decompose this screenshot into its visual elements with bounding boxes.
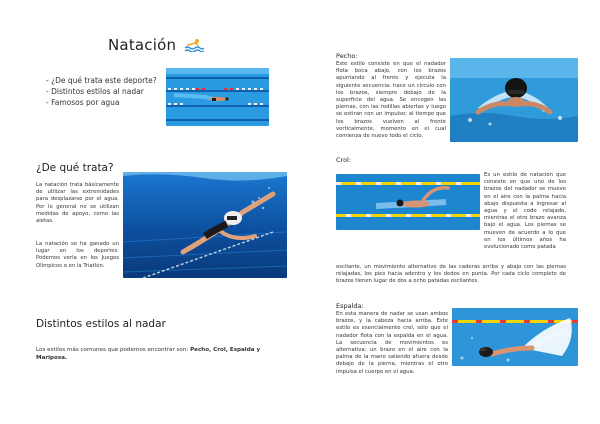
aerial-pool-photo [166,68,269,126]
estilos-intro-text: Los estilos más comunes que podemos encontrar son: [36,347,191,353]
crol-paragraph-right: Es un estilo de natación que consiste en que uno de los brazos del nadador se mueve en el aire con la palma hacia abajo dispuesta a ingresar al agua y el codo relajado, mientras el otro brazo avanza bajo el agua. Los piernas se mueven de acuerdo a lo que en los últimos años ha evolucionado como patada [484,172,566,251]
index-item: - Famosos por agua [46,97,176,108]
index-list [46,75,176,108]
espalda-label: Espalda: [336,302,364,310]
breaststroke-photo [450,58,578,142]
freestyle-photo [336,174,480,230]
swimmer-icon [184,38,204,52]
crol-paragraph-full: oscilante, un movimiento alternativo de las caderas arriba y abajo con las piernas relajadas, los pies hacia adentro y los dedos en punta. Por cada ciclo completo de brazos tienen lugar de dos a ocho patadas oscilantes. [336,264,566,285]
underwater-swimmer-photo [123,172,287,278]
estilos-intro-paragraph [36,346,276,362]
section-heading-de-que-trata: ¿De qué trata? [36,162,114,174]
pecho-label: Pecho: [336,52,358,60]
estilos-intro-bold: Pecho, Crol, Espalda y Mariposa. [36,347,261,361]
de-que-trata-paragraph-1: La natación trata básicamente de utilizar las extremidades para desplazarse por el agua. Por lo general no se utilizan medidas de apoyo, como las aletas. [36,182,119,225]
crol-label: Crol: [336,156,352,164]
pecho-paragraph: Este estilo consiste en que el nadador flota boca abajo, con los brazos apuntando al frente y ejecuta la siguiente secuencia: hace un círculo con los brazos, siempre debajo de la superficie del agua. Se encogen las piernas, con las rodillas abiertas y luego se estiran con un impulso; al tiempo que los brazos vuelven al frente verticalmente, momento en el cual comienza de nuevo todo el ciclo. [336,61,446,140]
section-heading-estilos: Distintos estilos al nadar [36,318,166,330]
espalda-paragraph: En esta manera de nadar se usan ambos brazos, y la cabeza hacia arriba. Este estilo es esencialmente crol, sólo que el nadador flota con la espalda en el agua. La secuencia de movimientos es alternativa: un brazo en el aire con la palma de la mano saliendo afuera desde debajo de la pierna, mientras el otro impulsa el cuerpo en el agua. [336,311,448,375]
index-item: - ¿De qué trata este deporte? [46,75,176,86]
page-title: Natación [108,36,177,54]
backstroke-photo [452,308,578,366]
de-que-trata-paragraph-2: La natación se ha ganado un lugar en los deportes. Podemos verla en los Juegos Olímpicos o en la Triatlón. [36,241,119,269]
index-item: - Distintos estilos al nadar [46,86,176,97]
